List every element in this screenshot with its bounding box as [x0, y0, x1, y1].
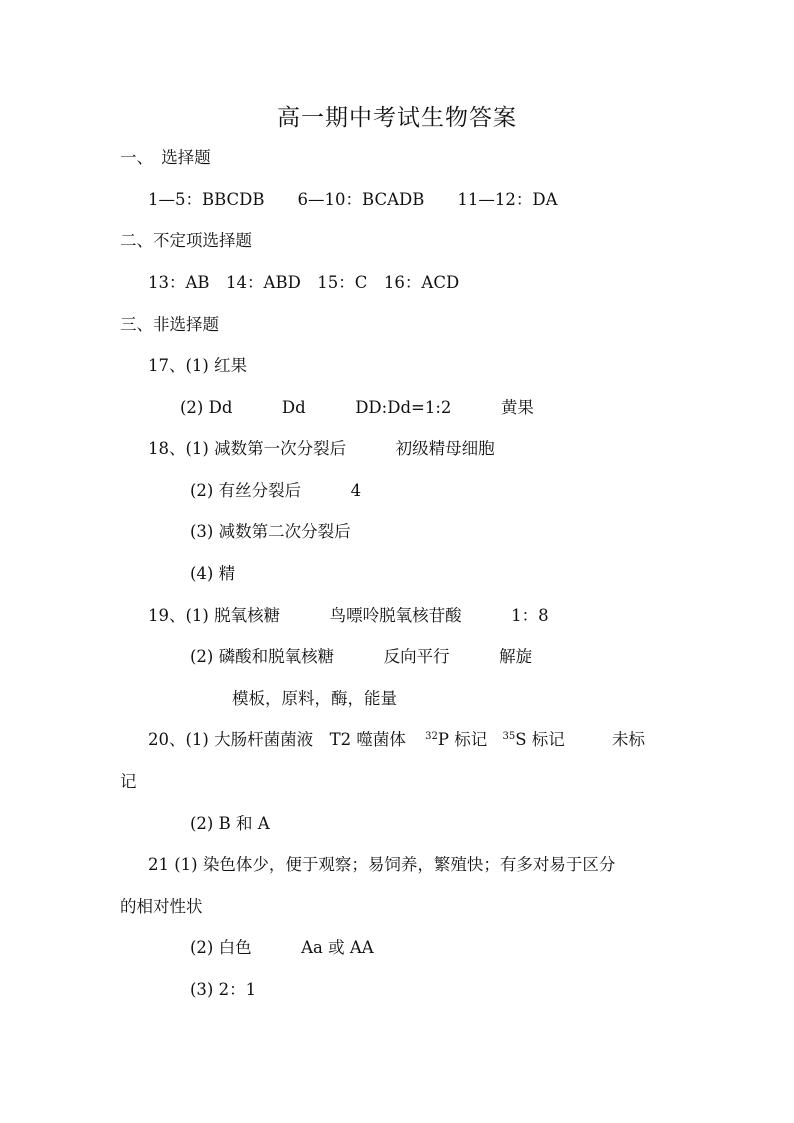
q21-part1-wrap: 的相对性状: [120, 897, 203, 916]
q17-part1: 17、(1) 红果: [148, 356, 248, 375]
page-title: 高一期中考试生物答案: [277, 105, 517, 131]
q20-p-label: P 标记: [437, 730, 488, 749]
q18-part1: 18、(1) 减数第一次分裂后 初级精母细胞: [148, 439, 495, 458]
q21-part1: 21 (1) 染色体少，便于观察；易饲养，繁殖快；有多对易于区分: [148, 855, 616, 874]
q18-part2: (2) 有丝分裂后 4: [190, 481, 362, 500]
section-3-heading: 三、非选择题: [120, 315, 219, 334]
q17-part2: (2) Dd Dd DD:Dd=1:2 黄果: [180, 398, 534, 417]
q20-part1-wrap: 记: [120, 772, 137, 791]
section-1-answers: 1—5：BBCDB 6—10：BCADB 11—12：DA: [148, 190, 558, 209]
isotope-35-superscript: 35: [502, 731, 516, 742]
q19-part2: (2) 磷酸和脱氧核糖 反向平行 解旋: [190, 647, 533, 666]
q18-part3: (3) 减数第二次分裂后: [190, 522, 351, 541]
q19-part3: 模板，原料，酶，能量: [232, 689, 397, 708]
isotope-32-superscript: 32: [425, 731, 438, 742]
q20-s-label: S 标记: [515, 730, 565, 749]
section-2-answers: 13：AB 14：ABD 15：C 16：ACD: [148, 273, 460, 292]
q20-part2: (2) B 和 A: [190, 814, 270, 833]
q20-part1: [148, 729, 645, 751]
q18-part4: (4) 精: [190, 564, 236, 583]
q19-part1: 19、(1) 脱氧核糖 鸟嘌呤脱氧核苷酸 1：8: [148, 606, 549, 625]
section-2-heading: 二、不定项选择题: [120, 231, 252, 250]
q21-part2: (2) 白色 Aa 或 AA: [190, 938, 374, 957]
q21-part3: (3) 2：1: [190, 980, 257, 999]
section-1-heading: 一、 选择题: [120, 148, 211, 167]
q20-unlabeled-text: 未标: [612, 730, 646, 749]
q20-part1-text: 20、(1) 大肠杆菌菌液 T2 噬菌体: [148, 730, 406, 749]
